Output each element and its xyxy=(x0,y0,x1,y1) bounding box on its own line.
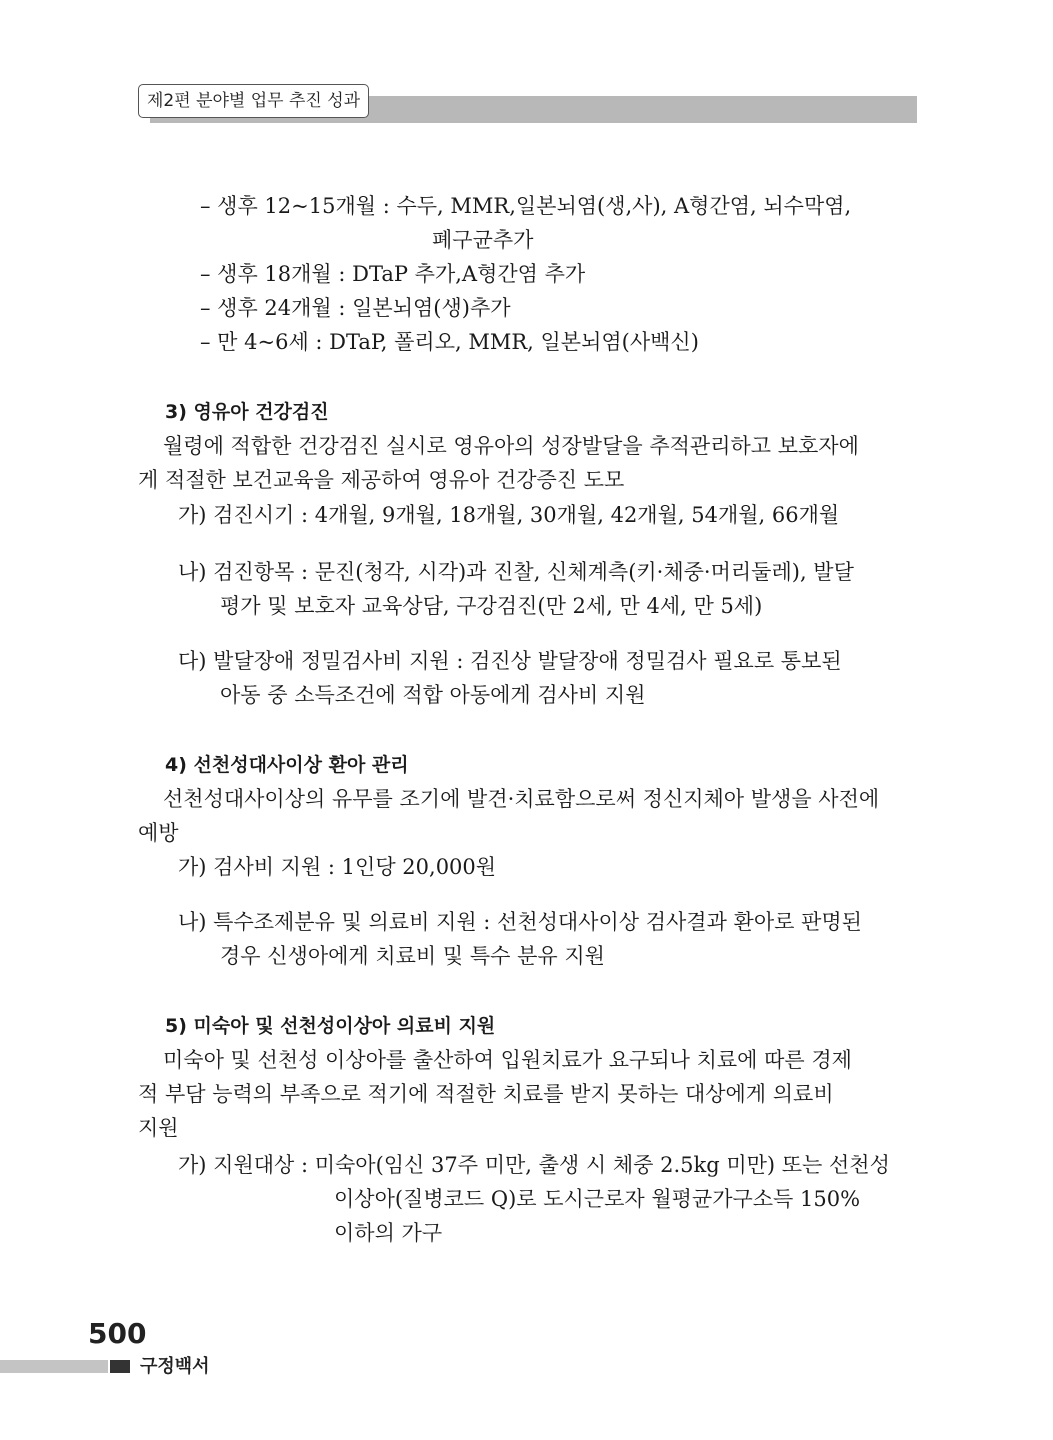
footer-marker xyxy=(110,1360,130,1373)
section-5-intro: 미숙아 및 선천성 이상아를 출산하여 입원치료가 요구되나 치료에 따른 경제 xyxy=(163,1048,852,1072)
section-3-item-b-cont: 평가 및 보호자 교육상담, 구강검진(만 2세, 만 4세, 만 5세) xyxy=(220,594,763,618)
section-5-item-a-cont-2: 이하의 가구 xyxy=(334,1221,443,1245)
vaccination-line-1: – 생후 12~15개월 : 수두, MMR,일본뇌염(생,사), A형간염, 뇌수막염, xyxy=(200,194,852,218)
book-title: 구정백서 xyxy=(140,1356,210,1377)
vaccination-line-1-cont: 폐구균추가 xyxy=(432,228,534,252)
section-tag: 제2편 분야별 업무 추진 성과 xyxy=(138,84,369,118)
section-4-item-b: 나) 특수조제분유 및 의료비 지원 : 선천성대사이상 검사결과 환아로 판명된 xyxy=(178,910,862,934)
section-3-item-b: 나) 검진항목 : 문진(청각, 시각)과 진찰, 신체계측(키·체중·머리둘레), 발달 xyxy=(178,560,854,584)
section-4-intro-cont: 예방 xyxy=(138,821,179,845)
section-5-intro-cont-2: 지원 xyxy=(138,1116,179,1140)
section-5-intro-cont-1: 적 부담 능력의 부족으로 적기에 적절한 치료를 받지 못하는 대상에게 의료비 xyxy=(138,1082,834,1106)
vaccination-line-2: – 생후 18개월 : DTaP 추가,A형간염 추가 xyxy=(200,262,586,286)
section-3-item-c-cont: 아동 중 소득조건에 적합 아동에게 검사비 지원 xyxy=(220,683,646,707)
section-5-item-a: 가) 지원대상 : 미숙아(임신 37주 미만, 출생 시 체중 2.5kg 미만) 또는 선천성 xyxy=(178,1153,890,1177)
section-5-heading: 5) 미숙아 및 선천성이상아 의료비 지원 xyxy=(165,1015,496,1037)
section-4-heading: 4) 선천성대사이상 환아 관리 xyxy=(165,754,409,776)
section-3-intro-cont: 게 적절한 보건교육을 제공하여 영유아 건강증진 도모 xyxy=(138,468,625,492)
section-4-intro: 선천성대사이상의 유무를 조기에 발견·치료함으로써 정신지체아 발생을 사전에 xyxy=(163,787,880,811)
section-3-intro: 월령에 적합한 건강검진 실시로 영유아의 성장발달을 추적관리하고 보호자에 xyxy=(163,434,859,458)
page-number: 500 xyxy=(88,1317,147,1350)
section-4-item-a: 가) 검사비 지원 : 1인당 20,000원 xyxy=(178,855,497,879)
section-4-item-b-cont: 경우 신생아에게 치료비 및 특수 분유 지원 xyxy=(220,944,605,968)
section-3-item-a: 가) 검진시기 : 4개월, 9개월, 18개월, 30개월, 42개월, 54개월, 66개월 xyxy=(178,503,840,527)
section-5-item-a-cont-1: 이상아(질병코드 Q)로 도시근로자 월평균가구소득 150% xyxy=(334,1187,861,1211)
vaccination-line-4: – 만 4~6세 : DTaP, 폴리오, MMR, 일본뇌염(사백신) xyxy=(200,330,699,354)
section-3-item-c: 다) 발달장애 정밀검사비 지원 : 검진상 발달장애 정밀검사 필요로 통보된 xyxy=(178,649,842,673)
section-3-heading: 3) 영유아 건강검진 xyxy=(165,401,329,423)
footer-bar xyxy=(0,1360,108,1373)
vaccination-line-3: – 생후 24개월 : 일본뇌염(생)추가 xyxy=(200,296,511,320)
